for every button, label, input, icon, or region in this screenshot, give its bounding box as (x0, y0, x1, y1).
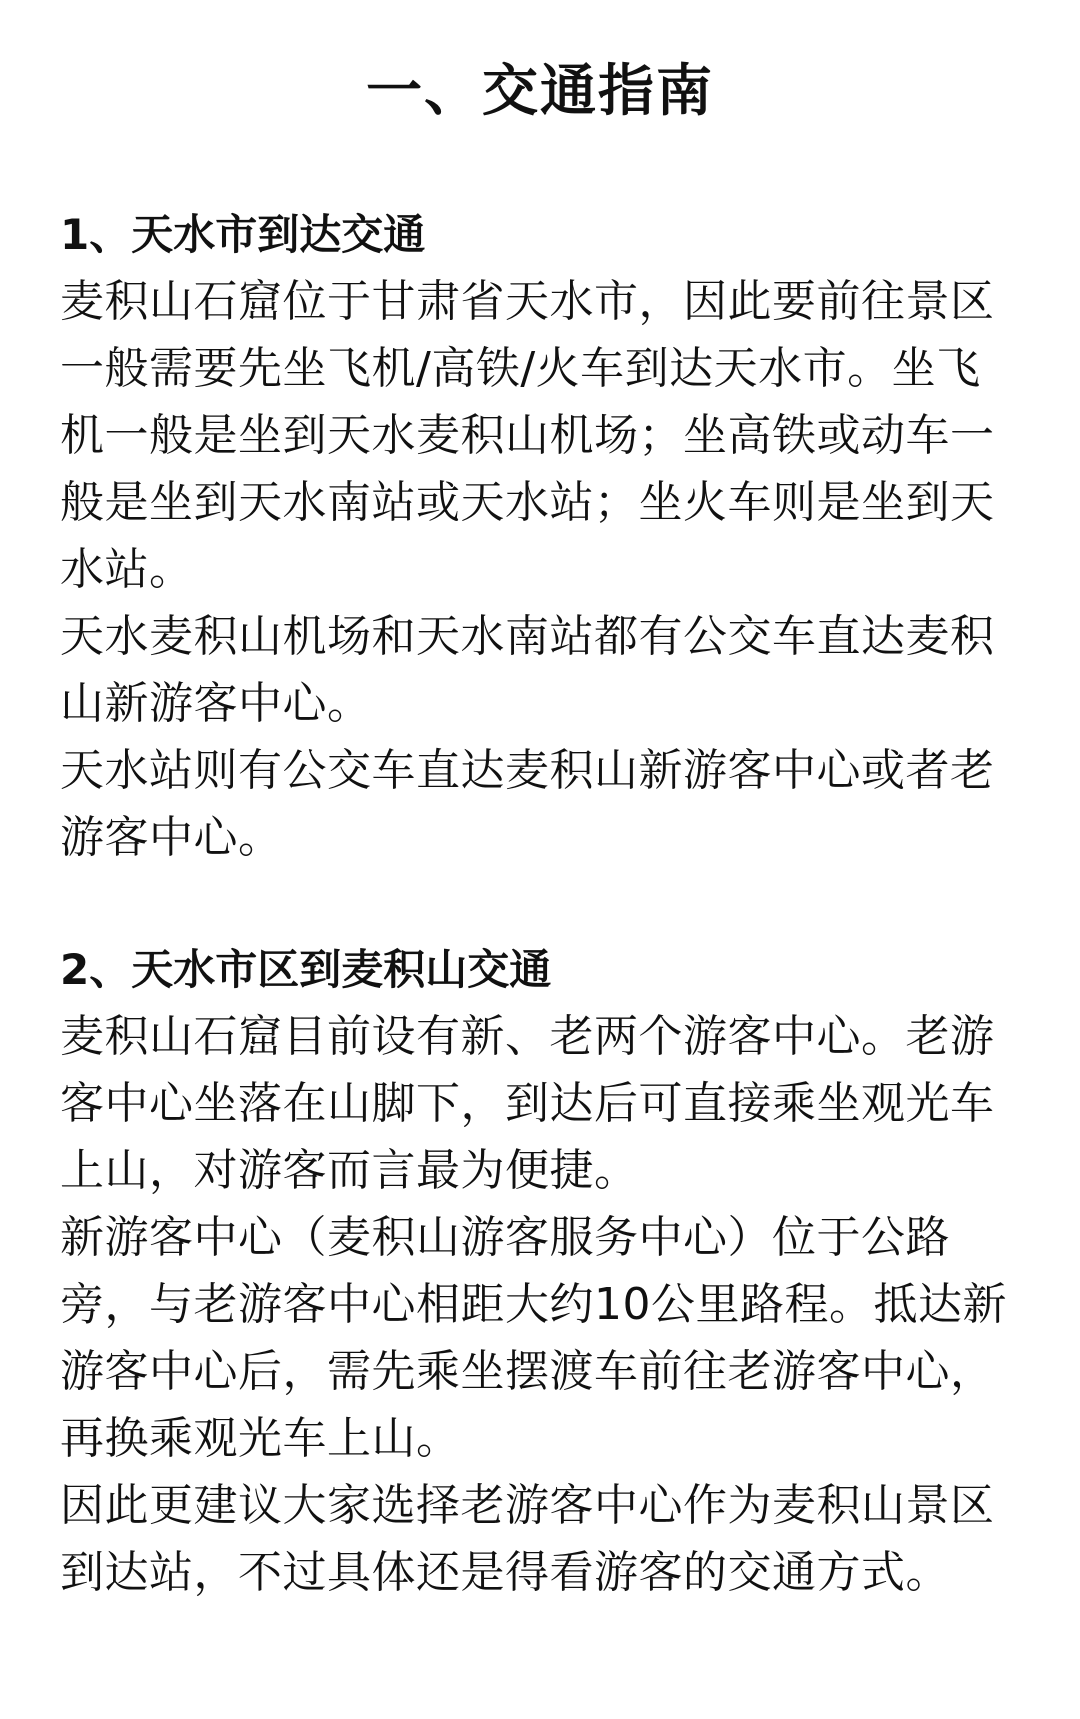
paragraph: 麦积山石窟位于甘肃省天水市，因此要前往景区一般需要先坐飞机/高铁/火车到达天水市。坐飞机一般是坐到天水麦积山机场；坐高铁或动车一般是坐到天水南站或天水站；坐火车则是坐到天水站。 (60, 276, 995, 595)
section-city-to-maijishan (60, 871, 1020, 1606)
section-heading: 1、天水市到达交通 (60, 210, 426, 259)
section-city-arrival (60, 132, 1020, 871)
paragraph: 天水站则有公交车直达麦积山新游客中心或者老游客中心。 (60, 745, 995, 863)
paragraph: 麦积山石窟目前设有新、老两个游客中心。老游客中心坐落在山脚下，到达后可直接乘坐观光车上山，对游客而言最为便捷。 (60, 1011, 995, 1196)
paragraph: 新游客中心（麦积山游客服务中心）位于公路旁，与老游客中心相距大约10公里路程。抵达新游客中心后，需先乘坐摆渡车前往老游客中心，再换乘观光车上山。 (60, 1212, 1007, 1464)
paragraph: 因此更建议大家选择老游客中心作为麦积山景区到达站，不过具体还是得看游客的交通方式。 (60, 1480, 995, 1598)
page-title: 一、交通指南 (366, 59, 714, 124)
paragraph: 天水麦积山机场和天水南站都有公交车直达麦积山新游客中心。 (60, 611, 995, 729)
section-heading: 2、天水市区到麦积山交通 (60, 945, 552, 994)
